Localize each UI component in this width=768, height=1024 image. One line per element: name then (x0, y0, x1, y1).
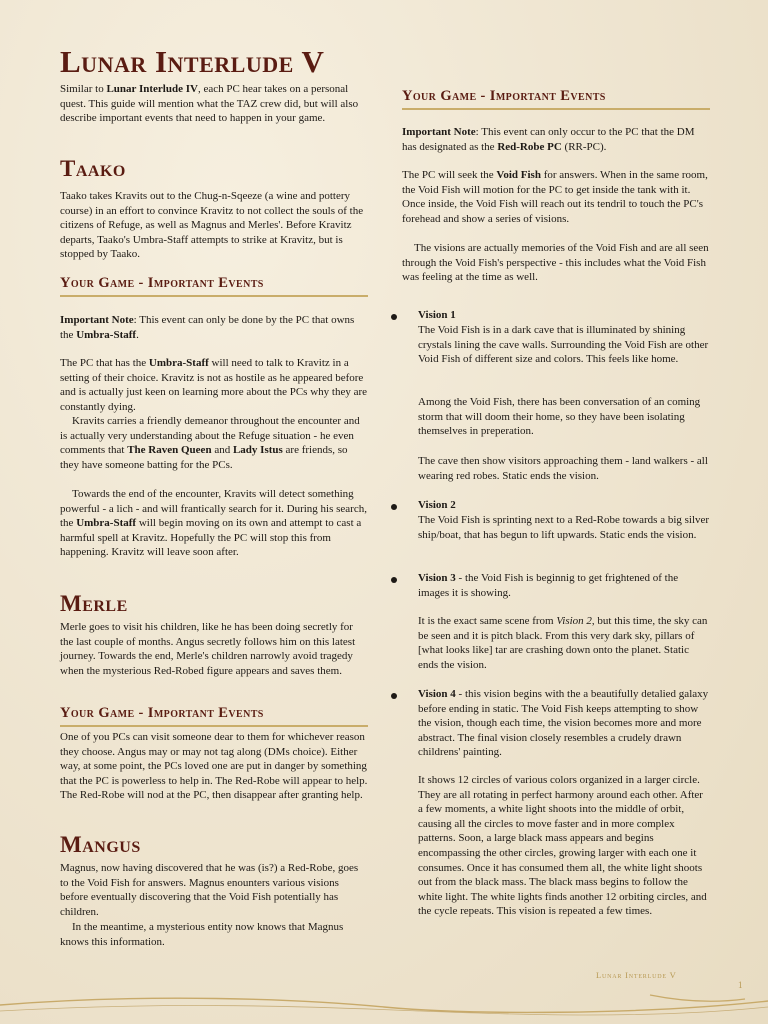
taako-events-heading: Your Game - Important Events (60, 274, 368, 297)
vision-1-text-c: The cave then show visitors approaching them - land walkers - all wearing red robes. Static ends the vision. (418, 455, 708, 482)
p2-raven-queen: The Raven Queen (127, 444, 212, 457)
p2-lady-istus: Lady Istus (232, 444, 283, 457)
vision-4-title: Vision 4 (418, 688, 456, 700)
intro-text: Similar to (60, 83, 107, 95)
vision-1-title: Vision 1 (418, 309, 456, 321)
taako-p1 (60, 356, 368, 414)
note-staff: Umbra-Staff (76, 328, 137, 341)
vision-3-ref: Vision 2 (556, 615, 592, 627)
vision-3-text-a: - the Void Fish is beginnig to get frightened of the images it is showing. (418, 572, 679, 599)
note-text: : This event can only be done by the PC that owns the (60, 314, 355, 341)
p2-text-end: are friends, so they have someone batting for the PCs. (60, 444, 348, 471)
bullet (391, 314, 397, 320)
vision-1-text-a: The Void Fish is in a dark cave that is illuminated by shining crystals lining the cave walls. Surrounding the Void Fish are other Void Fish of different size and colors. This feels like home. (418, 324, 709, 366)
page-number: 1 (738, 980, 743, 990)
taako-p2 (60, 414, 368, 472)
void-fish-p1 (402, 168, 710, 226)
p1-text: The PC will seek the (402, 169, 497, 181)
p3-text: Towards the end of the encounter, Kravits will detect something powerful - a lich - and will frantically search for it. During his search, the (60, 488, 367, 530)
taako-p3 (60, 487, 368, 560)
page-title: Lunar Interlude V (60, 44, 325, 79)
merle-events-body: One of you PCs can visit someone dear to them for whichever reason they choose. Angus may or may not tag along (DMs choice). Either way, at some point, the PCs loved one are put in danger by something that the PC is powerless to help in. The Red-Robe will appear to help. The Red-Robe will nod at the PC, then disappear after granting help. (60, 731, 368, 802)
footer-ornament (0, 985, 768, 1024)
bullet (391, 577, 397, 583)
vision-4-text-b: It shows 12 circles of various colors organized in a larger circle. They are all rotating in perfect harmony around each other. After a few moments, a white light shoots into the middle of orbit, causing all the circles to move faster and in more complex patterns. Soon, a large black mass appears and begins encompassing the other circles, growing larger with each one it consumes. Once it has consumed them all, the white light shoots out from the black mass. The black mass begins to follow the white light. The white lights finds another 12 orbiting circles, and the cycle repeats. This vision is repeated a few times. (418, 774, 707, 918)
merle-heading: Merle (60, 591, 128, 616)
note-text-end: (RR-PC). (561, 140, 607, 153)
vision-1-text-b: Among the Void Fish, there has been conversation of an coming storm that will doom their home, so they have been isolating themselves in preperation. (418, 396, 701, 438)
merle-body: Merle goes to visit his children, like he has been doing secretly for the last couple of months. Angus secretly follows him on this latest journey. Towards the end, Merle's children narrowly avoid tragedy when the mysterious Red-Robed figure appears and saves them. (60, 621, 356, 677)
p3-staff: Umbra-Staff (76, 517, 137, 530)
magnus-p1: Magnus, now having discovered that he was (is?) a Red-Robe, goes to the Void Fish for answers. Magnus enounters various visions before eventually discovering that the Void Fish potentially has children. (60, 862, 359, 918)
note-text: : This event can only occur to the PC that the DM has designated as the (402, 126, 695, 153)
merle-events-heading: Your Game - Important Events (60, 704, 368, 727)
void-fish-events-heading: Your Game - Important Events (402, 87, 710, 110)
vision-1-label (418, 308, 710, 323)
vision-3-text-b (418, 614, 710, 672)
vision-2-title: Vision 2 (418, 499, 456, 511)
note-end: . (136, 328, 139, 341)
p1-text-end: for answers. When in the same room, the Void Fish will motion for the PC to get inside the tank with it. Once inside, the Void Fish will reach out its tendril to touch the PC's forehead and show a series of visions. (402, 169, 708, 225)
vision-3-b1: It is the exact same scene from (418, 615, 557, 627)
vision-2-label (418, 498, 710, 513)
vision-4-text (418, 687, 710, 760)
note-rr-pc: Red-Robe PC (497, 140, 562, 153)
p3-text-end: will begin moving on its own and attempt to cast a harmful spell at Kravitz. Hopefully the PC will stop this from happening. Kravitz will leave soon after. (60, 517, 362, 559)
vision-4-text-a: - this vision begins with the a beautifully detalied galaxy before ending in static. The Void Fish keeps attempting to show the vision, though each time, the vision becomes more and more abstract. The final vision closely resembles a crudely drawn childrens' painting. (418, 688, 709, 759)
magnus-heading: Mangus (60, 832, 141, 857)
p2-text: Kravits carries a friendly demeanor throughout the encounter and is actually very understanding about the Refuge situation - he even comments that (60, 415, 360, 457)
void-fish-p2: The visions are actually memories of the Void Fish and are all seen through the Void Fish's perspective - this includes what the Void Fish was feeling at the time as well. (402, 242, 709, 284)
note-label: Important Note (60, 314, 134, 326)
taako-body: Taako takes Kravits out to the Chug-n-Sqeeze (a wine and pottery course) in an effort to convince Kravitz to not collect the souls of the citizens of Refuge, as well as Magnus and Merles'. Before Kravitz departs, Taako's Umbra-Staff attempts to strike at Kravitz, but is stopped by Taako. (60, 190, 364, 261)
vision-3-b2: , but this time, the sky can be seen and it is pitch black. From this very dark sky, pillars of [what looks like] tar are crashing down onto the planet. Static ends the vision. (418, 615, 708, 671)
footer-label: Lunar Interlude V (596, 970, 677, 980)
p1-staff: Umbra-Staff (148, 357, 209, 369)
bullet (391, 504, 397, 510)
vision-3-title: Vision 3 (418, 572, 456, 584)
void-fish-note (402, 125, 710, 154)
intro-text-end: , each PC hear takes on a personal quest. This guide will mention what the TAZ crew did, but will also describe important events that need to happen in your game. (60, 83, 359, 125)
vision-2-text: The Void Fish is sprinting next to a Red-Robe towards a big silver ship/boat, that has begun to lift upwards. Static ends the vision. (418, 514, 710, 541)
bullet (391, 693, 397, 699)
taako-heading: Taako (60, 156, 126, 181)
intro-paragraph (60, 82, 368, 126)
p1-text: The PC that has the (60, 357, 149, 369)
p1-text-end: will need to talk to Kravitz in a setting of their choice. Kravitz is not as hostile as he appeared before and is actually just keen on learning more about the PCs why they are constantly dying. (60, 357, 368, 413)
magnus-p2: In the meantime, a mysterious entity now knows that Magnus knows this information. (60, 921, 344, 948)
taako-note (60, 313, 368, 342)
note-label: Important Note (402, 126, 476, 138)
p1-void-fish: Void Fish (496, 169, 541, 181)
intro-ref: Lunar Interlude IV (106, 83, 198, 95)
vision-3-text (418, 571, 710, 600)
p2-and: and (211, 444, 233, 457)
